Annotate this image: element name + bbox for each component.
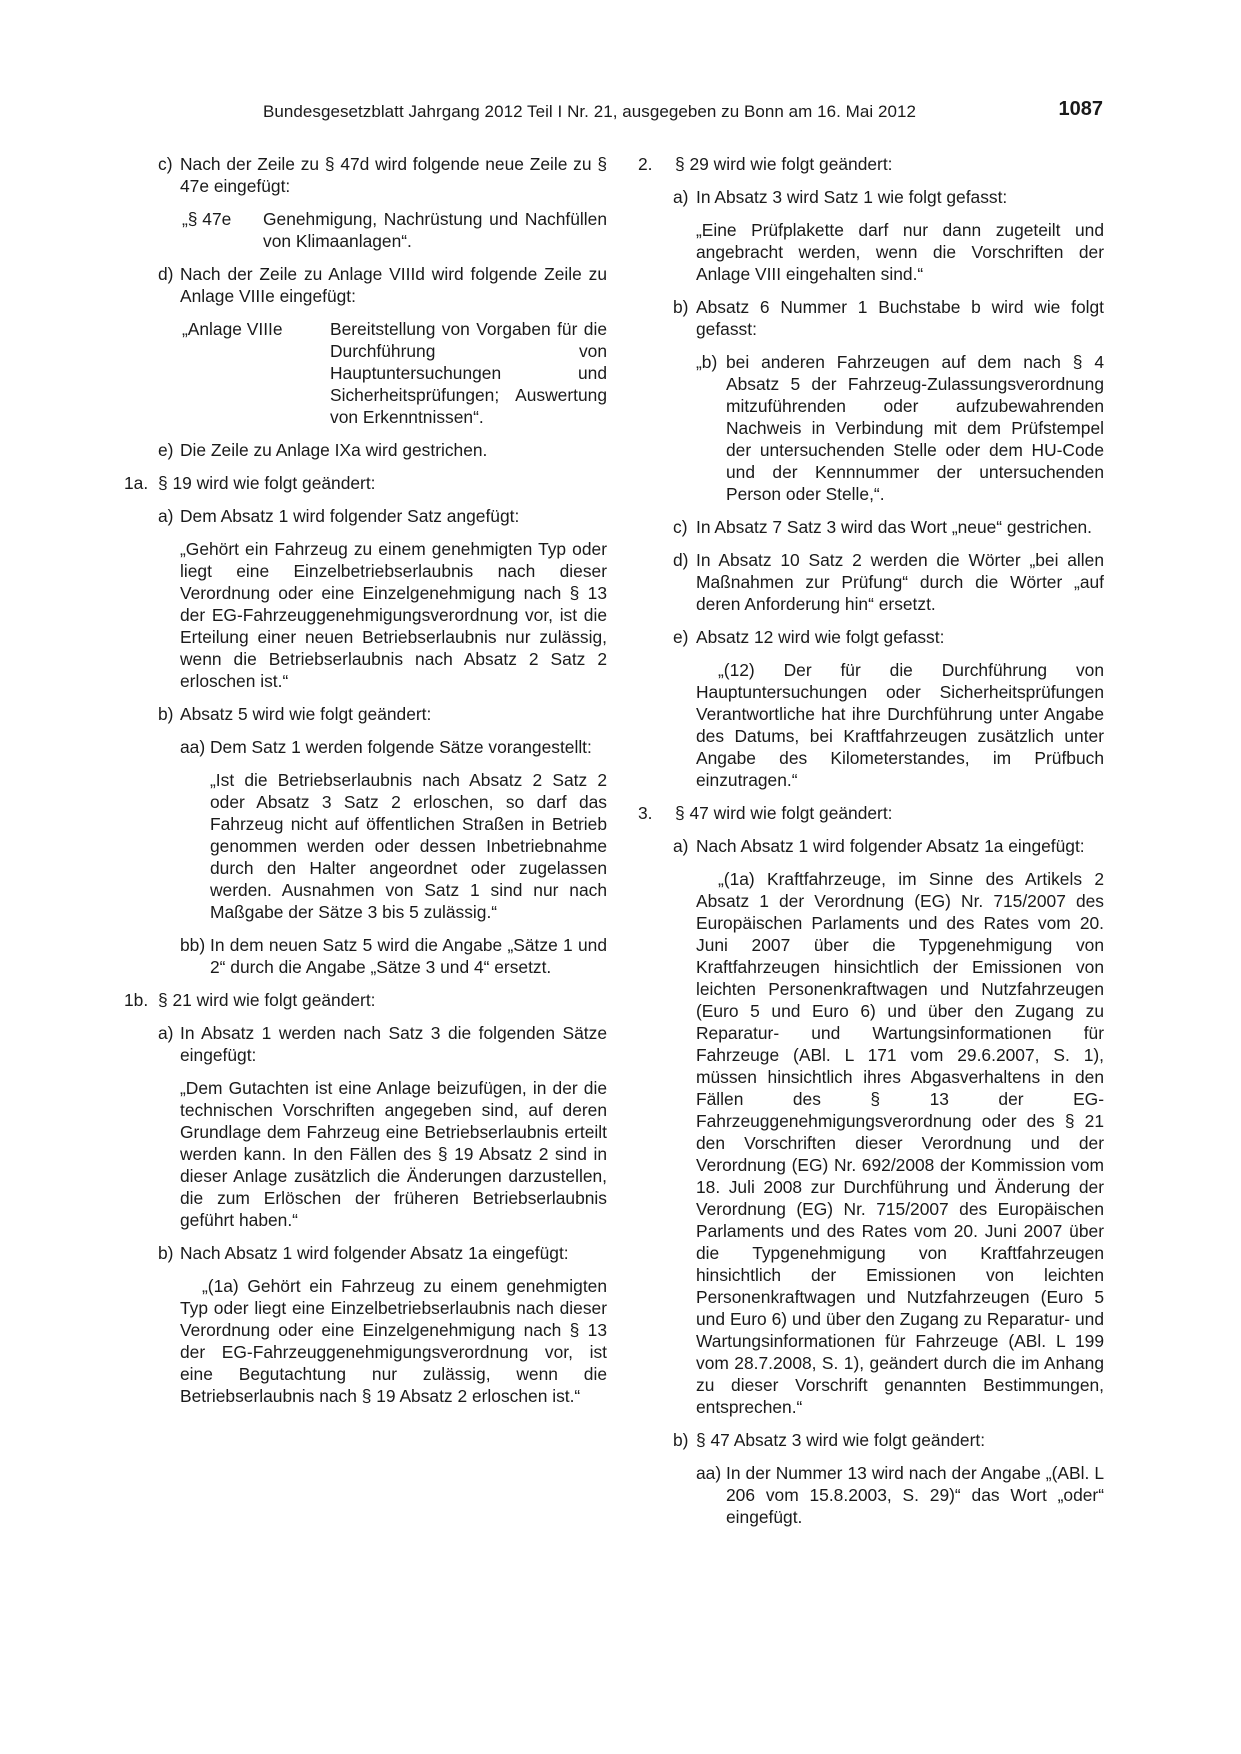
- item-text: In der Nummer 13 wird nach der Angabe „(ABl. L 206 vom 15.8.2003, S. 29)“ das Wort „oder“ eingefügt.: [726, 1463, 1104, 1527]
- item-number: b): [158, 704, 174, 724]
- item-1a-b-bb: [140, 934, 607, 978]
- item-number: d): [158, 264, 174, 284]
- item-number: e): [673, 627, 689, 647]
- item-number: a): [673, 187, 689, 207]
- item-number: aa): [180, 737, 206, 757]
- item-2: [640, 153, 1104, 175]
- item-number: bb): [180, 935, 206, 955]
- item-number: 2.: [638, 154, 653, 174]
- quoted-text: „Gehört ein Fahrzeug zu einem genehmigten Typ oder liegt eine Einzelbetriebserlaubnis nach dieser Verordnung oder eine Einzelgenehmigung nach § 13 der EG-Fahrzeuggenehmigungsverordnung vor, ist die Erteilung einer neuen Betriebserlaubnis nur zulässig, wenn die Betriebserlaubnis nach Absatz 2 Satz 2 erloschen ist.“: [180, 539, 607, 691]
- quoted-text: „Eine Prüfplakette darf nur dann zugeteilt und angebracht werden, wenn die Vorschriften der Anlage VIII eingehalten sind.“: [696, 220, 1104, 284]
- quoted-text: „(1a) Kraftfahrzeuge, im Sinne des Artikels 2 Absatz 1 der Verordnung (EG) Nr. 715/2007 des Europäischen Parlaments und des Rates vom 20. Juni 2007 über die Typgenehmigung von Kraftfahrzeugen hinsichtlich der Emissionen von leichten Personenkraftwagen und Nutzfahrzeugen (Euro 5 und Euro 6) und über den Zugang zu Reparatur- und Wartungsinformationen für Fahrzeuge (ABl. L 171 vom 29.6.2007, S. 1), müssen hinsichtlich ihres Abgasverhaltens in den Fällen des § 13 der EG-Fahrzeuggenehmigungsverordnung oder des § 21 den Vorschriften dieser Verordnung und der Verordnung (EG) Nr. 692/2008 der Kommission vom 18. Juli 2008 zur Durchführung und Änderung der Verordnung (EG) Nr. 715/2007 des Europäischen Parlaments und des Rates vom 20. Juni 2007 über die Typgenehmigung von Kraftfahrzeugen hinsichtlich der Emissionen von leichten Personenkraftwagen und Nutzfahrzeugen (Euro 5 und Euro 6) und über den Zugang zu Reparatur- und Wartungsinformationen für Fahrzeuge (ABl. L 199 vom 28.7.2008, S. 1), geändert durch die im Anhang zu dieser Vorschrift genannten Bestimmungen, entsprechen.“: [696, 869, 1104, 1417]
- item-text: § 47 Absatz 3 wird wie folgt geändert:: [696, 1430, 986, 1450]
- item-text: Absatz 6 Nummer 1 Buchstabe b wird wie folgt gefasst:: [696, 297, 1104, 339]
- item-3: [640, 802, 1104, 824]
- item-number: 1b.: [124, 990, 149, 1010]
- item-text: Nach der Zeile zu § 47d wird folgende neue Zeile zu § 47e eingefügt:: [180, 154, 607, 196]
- item-text: Nach der Zeile zu Anlage VIIId wird folgende Zeile zu Anlage VIIIe eingefügt:: [180, 264, 607, 306]
- item-2-b: [640, 296, 1104, 340]
- item-1a: [124, 472, 607, 494]
- item-2-a: [640, 186, 1104, 208]
- page-header: [263, 100, 1103, 124]
- item-number: c): [158, 154, 173, 174]
- item-1b-b: [140, 1242, 607, 1264]
- quoted-text: „Dem Gutachten ist eine Anlage beizufügen, in der die technischen Vorschriften angegeben sind, auf deren Grundlage dem Fahrzeug eine Betriebserlaubnis erteilt werden kann. In den Fällen des § 19 Absatz 2 sind in dieser Anlage zusätzlich die Änderungen darzustellen, die zum Erlöschen der früheren Betriebserlaubnis geführt haben.“: [180, 1078, 607, 1230]
- table-of-contents-entry: [140, 318, 607, 428]
- item-text: Dem Absatz 1 wird folgender Satz angefügt:: [180, 506, 520, 526]
- item-text: In Absatz 1 werden nach Satz 3 die folgenden Sätze eingefügt:: [180, 1023, 607, 1065]
- item-text: § 21 wird wie folgt geändert:: [158, 990, 376, 1010]
- item-1b: [124, 989, 607, 1011]
- right-column: [640, 153, 1104, 1528]
- item-text: § 19 wird wie folgt geändert:: [158, 473, 376, 493]
- item-text: Nach Absatz 1 wird folgender Absatz 1a eingefügt:: [696, 836, 1085, 856]
- item-c: [140, 153, 607, 197]
- item-number: a): [673, 836, 689, 856]
- item-number: a): [158, 1023, 174, 1043]
- item-text: Die Zeile zu Anlage IXa wird gestrichen.: [180, 440, 488, 460]
- item-number: a): [158, 506, 174, 526]
- table-of-contents-entry: [140, 208, 607, 252]
- item-3-b: [640, 1429, 1104, 1451]
- item-1a-b: [140, 703, 607, 725]
- item-text: In Absatz 10 Satz 2 werden die Wörter „bei allen Maßnahmen zur Prüfung“ durch die Wörter „auf deren Anforderung hin“ ersetzt.: [696, 550, 1104, 614]
- item-text: § 29 wird wie folgt geändert:: [675, 154, 893, 174]
- entry-text: Genehmigung, Nachrüstung und Nachfüllen von Klimaanlagen“.: [263, 209, 607, 251]
- item-number: e): [158, 440, 174, 460]
- item-number: aa): [696, 1463, 722, 1483]
- item-text: Absatz 12 wird wie folgt gefasst:: [696, 627, 945, 647]
- quoted-text: „(12) Der für die Durchführung von Hauptuntersuchungen oder Sicherheitsprüfungen Verantwortliche hat ihre Durchführung unter Angabe des Datums, bei Kraftfahrzeugen zusätzlich unter Angabe des Kilometerstandes, im Prüfbuch einzutragen.“: [696, 660, 1104, 790]
- item-1a-b-aa: [140, 736, 607, 758]
- item-e: [140, 439, 607, 461]
- item-d: [140, 263, 607, 307]
- item-number: 1a.: [124, 473, 149, 493]
- item-text: Absatz 5 wird wie folgt geändert:: [180, 704, 432, 724]
- item-text: In Absatz 3 wird Satz 1 wie folgt gefasst:: [696, 187, 1008, 207]
- page-number: 1087: [1058, 98, 1103, 120]
- header-title: Bundesgesetzblatt Jahrgang 2012 Teil I Nr. 21, ausgegeben zu Bonn am 16. Mai 2012: [263, 102, 917, 121]
- item-text: In dem neuen Satz 5 wird die Angabe „Sätze 1 und 2“ durch die Angabe „Sätze 3 und 4“ ersetzt.: [210, 935, 607, 977]
- item-number: c): [673, 517, 688, 537]
- quote-number: „b): [696, 352, 718, 372]
- item-text: § 47 wird wie folgt geändert:: [675, 803, 893, 823]
- quoted-text: „(1a) Gehört ein Fahrzeug zu einem genehmigten Typ oder liegt eine Einzelbetriebserlaubnis nach dieser Verordnung oder eine Einzelgenehmigung nach § 13 der EG-Fahrzeuggenehmigungsverordnung vor, ist eine Begutachtung nur zulässig, wenn die Betriebserlaubnis nach § 19 Absatz 2 erloschen ist.“: [180, 1276, 607, 1406]
- item-2-c: [640, 516, 1104, 538]
- item-2-e: [640, 626, 1104, 648]
- item-number: b): [673, 1430, 689, 1450]
- item-2-d: [640, 549, 1104, 615]
- quoted-text: „b) bei anderen Fahrzeugen auf dem nach § 4 Absatz 5 der Fahrzeug-Zulassungsverordnung mitzuführenden oder aufzubewahrenden Nachweis in Verbindung mit dem Prüfstempel der untersuchenden Stelle oder dem HU-Code und der Kennnummer der untersuchenden Person oder Stelle,“.: [696, 352, 1104, 504]
- item-text: In Absatz 7 Satz 3 wird das Wort „neue“ gestrichen.: [696, 517, 1092, 537]
- item-3-b-aa: [640, 1462, 1104, 1528]
- item-number: d): [673, 550, 689, 570]
- item-text: Nach Absatz 1 wird folgender Absatz 1a eingefügt:: [180, 1243, 569, 1263]
- entry-text: Bereitstellung von Vorgaben für die Durchführung von Hauptuntersuchungen und Sicherheitsprüfungen; Auswertung von Erkenntnissen“.: [330, 319, 607, 427]
- item-3-a: [640, 835, 1104, 857]
- item-1b-a: [140, 1022, 607, 1066]
- left-column: [124, 153, 607, 1407]
- item-text: Dem Satz 1 werden folgende Sätze vorangestellt:: [210, 737, 592, 757]
- item-number: b): [673, 297, 689, 317]
- item-number: 3.: [638, 803, 653, 823]
- entry-key: „§ 47e: [182, 209, 232, 229]
- item-1a-a: [140, 505, 607, 527]
- item-number: b): [158, 1243, 174, 1263]
- quoted-text: „Ist die Betriebserlaubnis nach Absatz 2 Satz 2 oder Absatz 3 Satz 2 erloschen, so darf das Fahrzeug nicht auf öffentlichen Straßen in Betrieb genommen werden oder dessen Inbetriebnahme durch den Halter angeordnet oder zugelassen werden. Ausnahmen von Satz 1 sind nur nach Maßgabe der Sätze 3 bis 5 zulässig.“: [210, 770, 607, 922]
- entry-key: „Anlage VIIIe: [182, 319, 283, 339]
